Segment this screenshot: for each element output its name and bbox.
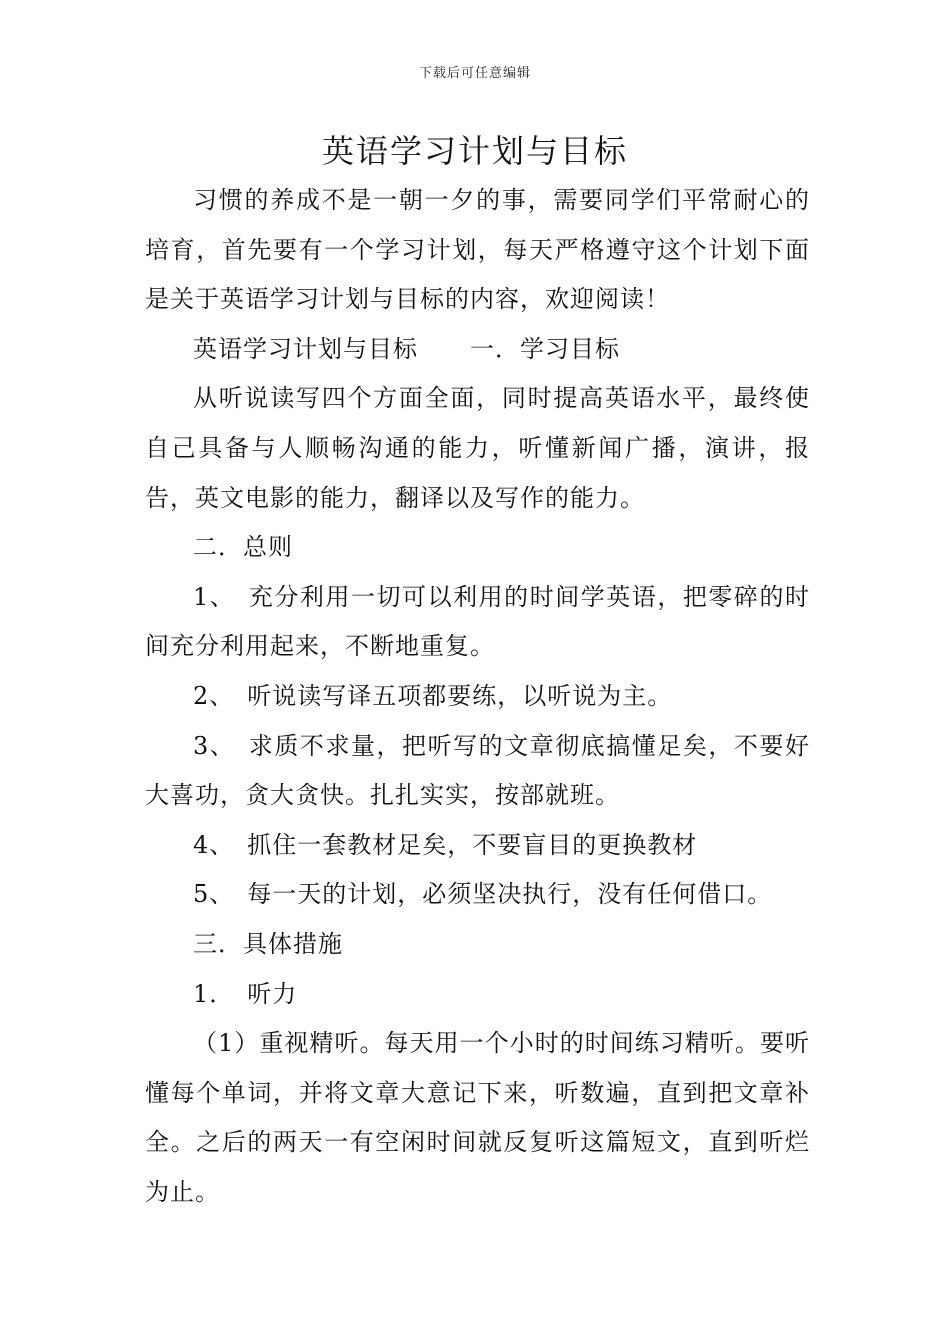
section-1-heading: 一．学习目标	[470, 334, 620, 363]
document-body	[145, 176, 810, 1217]
principle-item-4: 4、 抓住一套教材足矣，不要盲目的更换教材	[193, 830, 698, 859]
section-2-heading: 二．总则	[193, 533, 293, 562]
header-note: 下载后可任意编辑	[418, 66, 531, 81]
principle-item-3: 3、 求质不求量，把听写的文章彻底搞懂足矣，不要好大喜功，贪大贪快。扎扎实实，按部就班。	[145, 731, 810, 810]
principle-item-5: 5、 每一天的计划，必须坚决执行，没有任何借口。	[193, 880, 773, 909]
principle-item-2: 2、 听说读写译五项都要练，以听说为主。	[193, 681, 673, 710]
intro-paragraph: 习惯的养成不是一朝一夕的事，需要同学们平常耐心的培育，首先要有一个学习计划，每天严格遵守这个计划下面是关于英语学习计划与目标的内容，欢迎阅读！	[145, 186, 810, 314]
document-title: 英语学习计划与目标	[321, 132, 628, 170]
section-3-subheading: 1． 听力	[193, 979, 298, 1008]
section-1-prefix: 英语学习计划与目标	[193, 334, 418, 363]
section-1-heading-line	[145, 325, 810, 375]
listening-paragraph: （1）重视精听。每天用一个小时的时间练习精听。要听懂每个单词，并将文章大意记下来，听数遍，直到把文章补全。之后的两天一有空闲时间就反复听这篇短文，直到听烂为止。	[145, 1029, 810, 1206]
section-1-paragraph: 从听说读写四个方面全面，同时提高英语水平，最终使自己具备与人顺畅沟通的能力，听懂新闻广播，演讲，报告，英文电影的能力，翻译以及写作的能力。	[145, 384, 810, 512]
principle-item-1: 1、 充分利用一切可以利用的时间学英语，把零碎的时间充分利用起来，不断地重复。	[145, 582, 810, 661]
section-3-heading: 三．具体措施	[193, 929, 343, 958]
